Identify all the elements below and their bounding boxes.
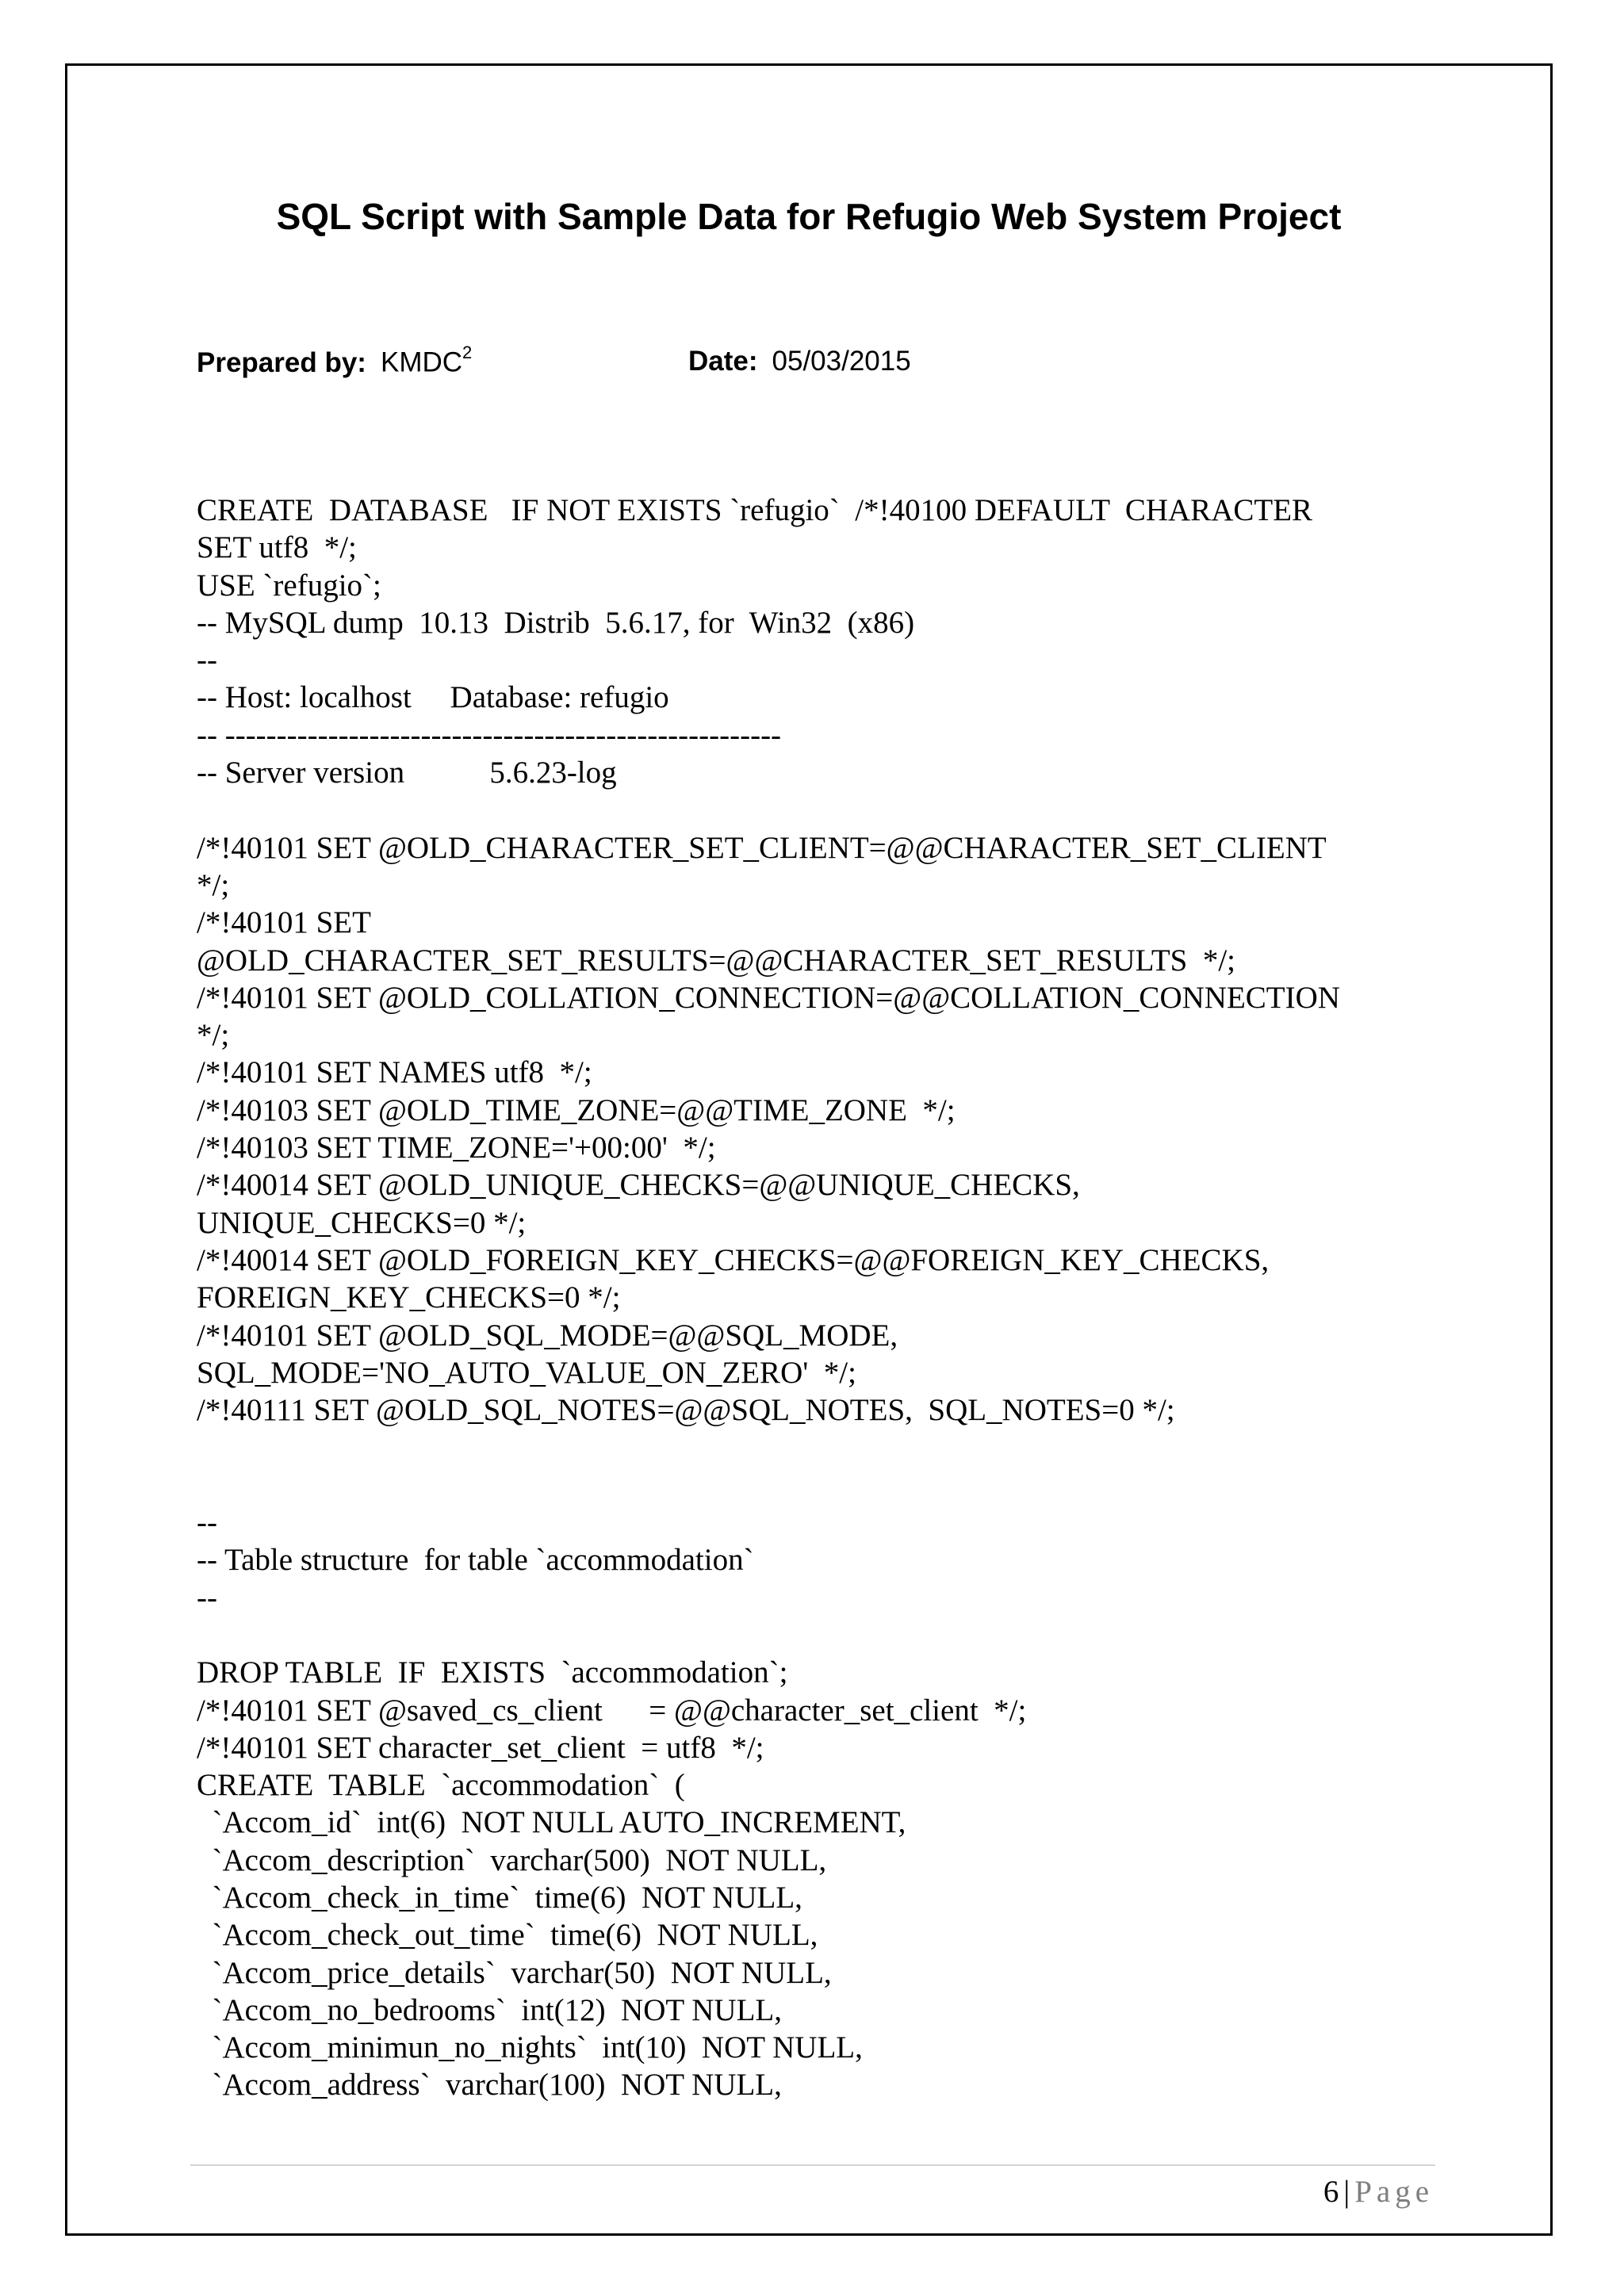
code-line: FOREIGN_KEY_CHECKS=0 */; xyxy=(197,1280,621,1315)
code-line: /*!40101 SET NAMES utf8 */; xyxy=(197,1055,592,1090)
code-line: /*!40014 SET @OLD_FOREIGN_KEY_CHECKS=@@FOREIGN_KEY_CHECKS, xyxy=(197,1242,1270,1277)
code-line: `Accom_minimun_no_nights` int(10) NOT NULL, xyxy=(197,2030,863,2065)
prepared-by-name: KMDC xyxy=(380,346,463,378)
page-footer xyxy=(1323,2174,1434,2210)
code-line: /*!40014 SET @OLD_UNIQUE_CHECKS=@@UNIQUE_CHECKS, xyxy=(197,1168,1080,1203)
code-line: */; xyxy=(197,867,230,902)
code-line: -- ------------------------------------------------------ xyxy=(197,718,782,752)
code-line: /*!40101 SET @OLD_SQL_MODE=@@SQL_MODE, xyxy=(197,1318,898,1353)
code-line: /*!40111 SET @OLD_SQL_NOTES=@@SQL_NOTES, SQL_NOTES=0 */; xyxy=(197,1393,1175,1428)
sql-script-block xyxy=(197,492,1434,2104)
code-line: -- xyxy=(197,1580,217,1615)
code-line: `Accom_no_bedrooms` int(12) NOT NULL, xyxy=(197,1992,782,2027)
code-line: `Accom_address` varchar(100) NOT NULL, xyxy=(197,2068,782,2103)
code-line: -- MySQL dump 10.13 Distrib 5.6.17, for Win32 (x86) xyxy=(197,605,915,640)
code-line: -- Server version 5.6.23-log xyxy=(197,756,617,790)
page-label: Page xyxy=(1354,2175,1434,2209)
code-line: /*!40101 SET @OLD_COLLATION_CONNECTION=@@COLLATION_CONNECTION xyxy=(197,980,1340,1015)
code-line: /*!40103 SET TIME_ZONE='+00:00' */; xyxy=(197,1131,716,1165)
code-line xyxy=(197,791,1434,828)
code-line: -- xyxy=(197,1506,217,1540)
code-line xyxy=(197,1617,1434,1654)
code-line: */; xyxy=(197,1018,230,1053)
code-line: UNIQUE_CHECKS=0 */; xyxy=(197,1205,527,1240)
code-line: SQL_MODE='NO_AUTO_VALUE_ON_ZERO' */; xyxy=(197,1355,856,1390)
code-line: @OLD_CHARACTER_SET_RESULTS=@@CHARACTER_SET_RESULTS */; xyxy=(197,943,1236,978)
page-number: 6 xyxy=(1323,2175,1339,2209)
code-line xyxy=(197,1429,1434,1466)
page-title: SQL Script with Sample Data for Refugio Web System Project xyxy=(276,196,1342,237)
code-line: -- xyxy=(197,643,217,678)
footer-divider xyxy=(190,2164,1435,2166)
code-line: `Accom_check_in_time` time(6) NOT NULL, xyxy=(197,1880,802,1915)
prepared-by xyxy=(197,342,473,379)
code-line: -- Table structure for table `accommodation` xyxy=(197,1543,754,1578)
date-value: 05/03/2015 xyxy=(772,346,911,377)
code-line: SET utf8 */; xyxy=(197,530,357,565)
footer-separator: | xyxy=(1343,2175,1350,2209)
code-line: /*!40103 SET @OLD_TIME_ZONE=@@TIME_ZONE */; xyxy=(197,1093,956,1127)
code-line: /*!40101 SET @saved_cs_client = @@character_set_client */; xyxy=(197,1693,1027,1728)
code-line: /*!40101 SET xyxy=(197,905,371,940)
code-line: `Accom_id` int(6) NOT NULL AUTO_INCREMENT, xyxy=(197,1805,906,1840)
document-date xyxy=(688,346,911,377)
code-line: DROP TABLE IF EXISTS `accommodation`; xyxy=(197,1655,788,1690)
code-line: `Accom_price_details` varchar(50) NOT NULL, xyxy=(197,1955,832,1990)
code-line: `Accom_description` varchar(500) NOT NULL, xyxy=(197,1843,827,1877)
code-line: /*!40101 SET character_set_client = utf8 */; xyxy=(197,1730,764,1765)
code-line: CREATE TABLE `accommodation` ( xyxy=(197,1768,685,1803)
code-line: CREATE DATABASE IF NOT EXISTS `refugio` /*!40100 DEFAULT CHARACTER xyxy=(197,493,1313,527)
code-line: USE `refugio`; xyxy=(197,568,381,603)
code-line: `Accom_check_out_time` time(6) NOT NULL, xyxy=(197,1918,818,1953)
code-line xyxy=(197,1467,1434,1504)
prepared-by-label: Prepared by: xyxy=(197,346,366,378)
date-label: Date: xyxy=(688,346,758,377)
code-line: /*!40101 SET @OLD_CHARACTER_SET_CLIENT=@@CHARACTER_SET_CLIENT xyxy=(197,830,1327,865)
code-line: -- Host: localhost Database: refugio xyxy=(197,680,669,715)
prepared-by-superscript: 2 xyxy=(462,342,473,362)
